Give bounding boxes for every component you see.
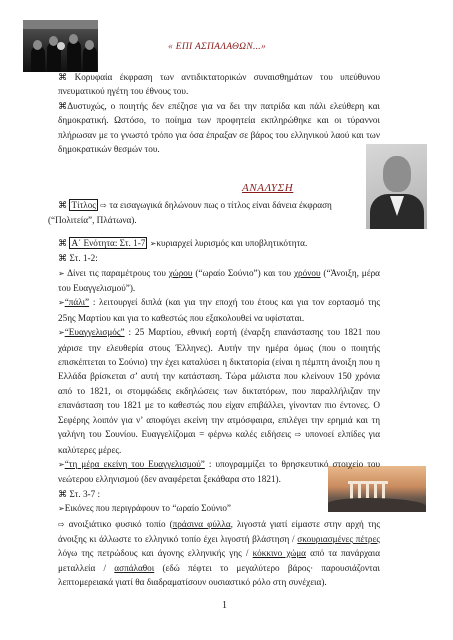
params-pre: Δίνει τις παραμέτρους του xyxy=(67,267,166,278)
red-soil: κόκκινο χώμα xyxy=(252,548,306,559)
params-post: (“Άνοιξη, μέρα του Ευαγγελισμού”). xyxy=(58,267,380,294)
triangle-bullet-icon: ➢ xyxy=(58,504,65,514)
evangelismos-tail: υπονοεί ελπίδες για καλύτερες μέρες. xyxy=(58,429,381,455)
params-line xyxy=(48,266,380,296)
unit-text: κυριαρχεί λυρισμός και υποβλητικότητα. xyxy=(156,237,308,248)
day-phrase: “τη μέρα εκείνη του Ευαγγελισμού” xyxy=(64,458,205,469)
pali-line xyxy=(48,295,380,325)
evangelismos-line xyxy=(48,325,380,457)
evangelismos-word: “Ευαγγελισμός” xyxy=(64,327,125,338)
unit-line xyxy=(48,236,380,251)
place-of-interest-icon: ⌘ xyxy=(58,200,68,210)
triangle-bullet-icon: ➢ xyxy=(149,238,157,248)
day-line xyxy=(48,457,380,487)
intro-paragraph-1: ⌘ Κορυφαία έκφραση των αντιδικτατορικών συναισθημάτων του υπεύθυνου πνευματικού ηγέτη του έθνους του. xyxy=(58,72,380,97)
params-place: χώρου xyxy=(168,267,193,278)
right-arrow-icon: ⇨ xyxy=(294,430,302,440)
green-leaves: πράσινα φύλλα xyxy=(172,518,231,529)
intro-text xyxy=(48,70,380,156)
rusty-stones: σκουριασμένες πέτρες xyxy=(297,533,380,544)
document-header-title: « ΕΠΙ ΑΣΠΑΛΑΘΩΝ...» xyxy=(168,42,267,52)
place-of-interest-icon: ⌘ xyxy=(58,237,68,248)
triangle-bullet-icon: ➢ xyxy=(58,328,65,338)
analysis-heading: ΑΝΑΛΥΣΗ xyxy=(242,182,294,194)
right-arrow-icon: ⇨ xyxy=(100,201,107,210)
title-line xyxy=(48,198,380,213)
verses-1-2-label: ⌘ Στ. 1-2: xyxy=(58,253,98,264)
landscape-part-2: , λιγοστά γιατί είμαστε στην αρχή της άνοιξης κι άλλωστε το ελληνικό τοπίο έχει λιγοστή βλάστηση / xyxy=(58,518,380,544)
pali-word: “πάλι” xyxy=(64,297,90,308)
unit-label: Α΄ Ενότητα: Στ. 1-7 xyxy=(71,237,146,248)
landscape-part-3: λόγω της πετρώδους και άγονης ελληνικής γης / xyxy=(58,548,249,559)
day-text: : υπογραμμίζει το θρησκευτικό στοιχείο του νεώτερου ελληνισμού (δεν αναφέρεται ξεκάθαρα στο 1821). xyxy=(58,458,381,485)
pali-text: : λειτουργεί διπλά (και για την εποχή του έτους και για τον εορτασμό της 25ης Μαρτίου και για το καθεστώς που εξακολουθεί να υφίσταται. xyxy=(58,297,380,323)
intro-paragraph-2: ⌘Δυστυχώς, ο ποιητής δεν επέζησε για να δει την πατρίδα και πάλι ελεύθερη και δημοκρατική. Ωστόσο, το ποίημα των προφητεία εκπληρώθηκε και οι τύραννοι πλήρωσαν με το γνωστό τρόπο για όσα έπραξαν σε βάρος του ελληνικού λαού και των δημοκρατικών θεσμών του. xyxy=(58,100,380,155)
params-time: χρόνου xyxy=(293,267,321,278)
triangle-bullet-icon: ➢ xyxy=(58,298,65,308)
right-arrow-icon: ⇨ xyxy=(58,519,65,529)
verses-3-7-label: ⌘ Στ. 3-7 : xyxy=(58,488,101,499)
title-label: Τίτλος xyxy=(71,200,96,210)
title-text: τα εισαγωγικά δηλώνουν πως ο τίτλος είναι δάνεια έκφραση xyxy=(109,200,332,210)
analysis-text xyxy=(48,198,380,590)
evangelismos-text: : 25 Μαρτίου, εθνική εορτή (έναρξη επανάστασης του 1821 που χάρισε την ελευθερία στους Έλληνες). Αυτήν την ημέρα όμως (που ο ποιητής επισκέπτεται το Σούνιο) την έχει καταλύσει η δικτατορία (είναι η πέμπτη άνοιξη που η Ελλάδα βρίσκεται σ’ αυτή την κατάσταση. Τώρα μάλιστα που κλείνουν 150 χρόνια από το 1821, οι στομφώδεις εκδηλώσεις των δικτατόρων, που παραλλήλιζαν την επανάσταση του 1821 με το καθεστώς που είχαν επιβάλλει, γίνονταν πιο έντονες. Ο Σεφέρης λοιπόν για ν’ αποφύγει εκείνη την ατμόσφαιρα, επιλέγει την ερημιά και τη γαλήνη του Σουνίου. Ευαγγελίζομαι = φέρνω καλές ειδήσεις xyxy=(58,327,380,440)
speech-photo xyxy=(23,20,98,72)
triangle-bullet-icon: ➢ xyxy=(58,268,65,278)
title-reference: (“Πολιτεία”, Πλάτωνα). xyxy=(48,215,137,226)
aspalathoi: ασπάλαθοι xyxy=(114,562,155,573)
landscape-line xyxy=(48,517,380,590)
page-number: 1 xyxy=(222,600,227,611)
images-intro-line xyxy=(48,501,380,516)
landscape-part-4: από τα πανάρχαια μεταλλεία / xyxy=(58,548,381,573)
triangle-bullet-icon: ➢ xyxy=(58,459,65,469)
images-intro: Εικόνες που περιγράφουν το “ωραίο Σούνιο” xyxy=(64,503,231,514)
params-mid: (“ωραίο Σούνιο”) και του xyxy=(195,267,292,278)
landscape-part-5: (εδώ πέφτει το μεγαλύτερο βάρος· παρουσιάζονται λεπτομερειακά γιατί θα διαδραματίσουν ουσιαστικό ρόλο στη συνέχεια). xyxy=(58,562,381,588)
landscape-part-1: ανοιξιάτικο φυσικό τοπίο ( xyxy=(68,518,173,529)
